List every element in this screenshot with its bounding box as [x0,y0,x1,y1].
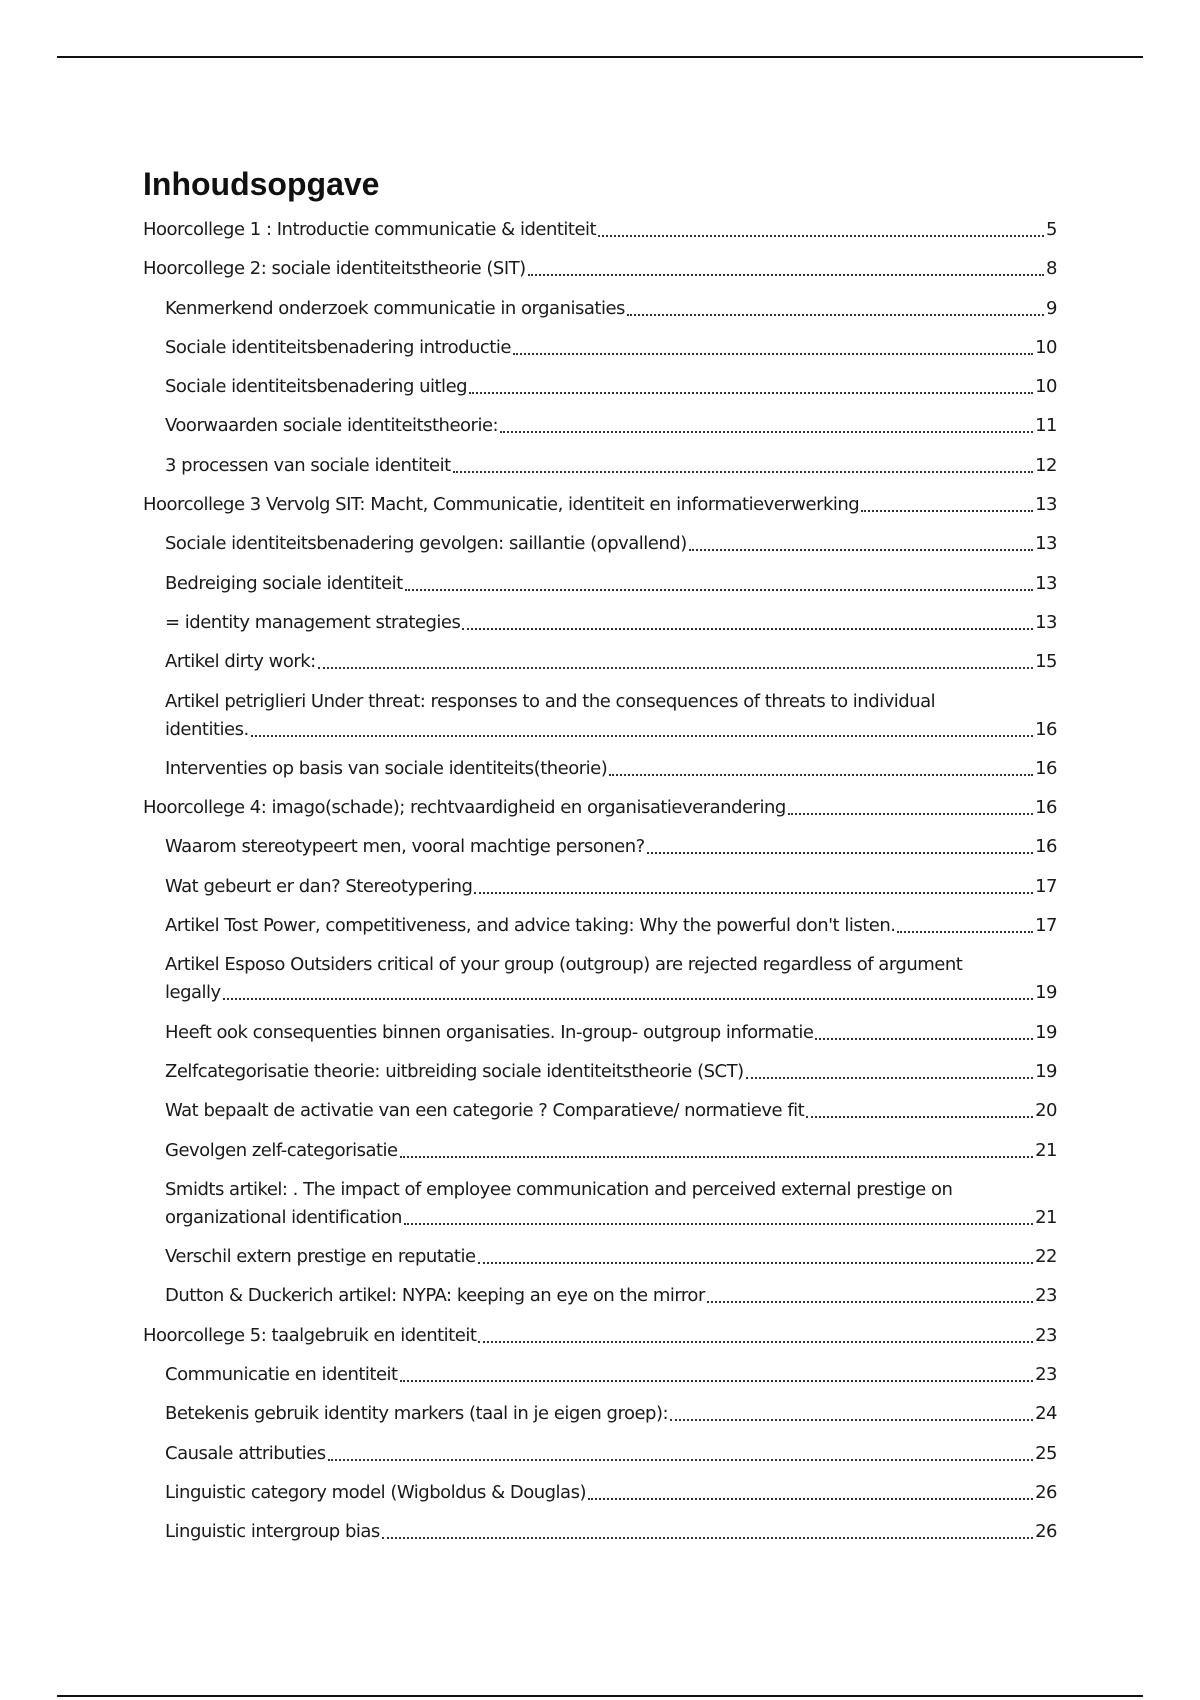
toc-page-number: 10 [1035,336,1057,358]
toc-page-number: 17 [1035,915,1057,937]
toc-page-number: 11 [1035,415,1057,437]
toc-entry[interactable] [143,1243,1057,1271]
toc-page-number: 19 [1035,982,1057,1004]
toc-entry-line [143,255,1057,283]
toc-entry[interactable] [143,255,1057,283]
toc-entry-line [143,216,1057,244]
toc-entry-line [165,1282,1057,1310]
toc-entry-line [165,1204,1057,1232]
toc-entry-line [165,570,1057,598]
toc-page-number: 26 [1035,1481,1057,1503]
dot-leader [478,1341,1033,1343]
toc-entry-line [165,716,1057,744]
toc-entry-line [165,412,1057,440]
toc-page-number: 13 [1035,611,1057,633]
toc-page-number: 16 [1035,757,1057,779]
toc-entry-text: Gevolgen zelf-categorisatie [165,1139,398,1161]
toc-entry[interactable] [143,1518,1057,1546]
toc-entry[interactable] [143,794,1057,822]
toc-page-number: 23 [1035,1285,1057,1307]
toc-entry[interactable] [143,491,1057,519]
toc-entry-text: = identity management strategies [165,611,461,633]
toc-entry-line [165,1058,1057,1086]
dot-leader [689,549,1033,551]
toc-entry[interactable] [143,1479,1057,1507]
toc-entry-line [165,833,1057,861]
dot-leader [647,852,1033,854]
toc-entry[interactable] [143,1019,1057,1047]
toc-entry-line [165,609,1057,637]
toc-entry[interactable] [143,530,1057,558]
dot-leader [453,471,1033,473]
toc-entry-line [165,530,1057,558]
toc-entry-text: Sociale identiteitsbenadering uitleg [165,376,468,398]
toc-page-number: 16 [1035,836,1057,858]
toc-entry-line [165,1097,1057,1125]
dot-leader [462,628,1033,630]
toc-entry[interactable] [143,609,1057,637]
toc-entry[interactable] [143,452,1057,480]
toc-entry[interactable] [143,1176,1057,1232]
toc-entry[interactable] [143,412,1057,440]
toc-page-number: 23 [1035,1324,1057,1346]
header-rule [57,56,1143,58]
toc-page-number: 9 [1046,297,1057,319]
toc-list [143,216,1057,1546]
toc-page-number: 19 [1035,1060,1057,1082]
toc-entry[interactable] [143,833,1057,861]
toc-entry-text: Hoorcollege 1 : Introductie communicatie & identiteit [143,219,597,240]
toc-entry[interactable] [143,334,1057,362]
dot-leader [513,353,1033,355]
dot-leader [469,392,1033,394]
dot-leader [474,892,1033,894]
toc-entry-text: Hoorcollege 2: sociale identiteitstheorie (SIT) [143,258,526,280]
dot-leader [788,813,1033,815]
toc-page-number: 13 [1035,494,1057,516]
toc-entry[interactable] [143,1097,1057,1125]
toc-page-number: 22 [1035,1246,1057,1268]
toc-entry-text-line1: Artikel Esposo Outsiders critical of your group (outgroup) are rejected regardless of argument [165,954,963,976]
toc-entry-line [165,979,1057,1007]
toc-entry[interactable] [143,570,1057,598]
toc-page-number: 25 [1035,1442,1057,1464]
dot-leader [746,1077,1033,1079]
toc-entry-line [165,648,1057,676]
toc-page-number: 21 [1035,1139,1057,1161]
toc-entry-line [165,373,1057,401]
toc-page-number: 13 [1035,533,1057,555]
toc-page-number: 12 [1035,454,1057,476]
toc-entry-line [165,334,1057,362]
toc-entry-line [143,1322,1057,1350]
toc-entry-line [143,794,1057,822]
toc-entry-text-line1: Artikel petriglieri Under threat: responses to and the consequences of threats to individual [165,690,936,712]
dot-leader [405,589,1033,591]
toc-entry[interactable] [143,1440,1057,1468]
dot-leader [400,1380,1033,1382]
toc-entry-text: Zelfcategorisatie theorie: uitbreiding sociale identiteitstheorie (SCT) [165,1060,744,1082]
toc-page-number: 15 [1035,651,1057,673]
toc-entry[interactable] [143,873,1057,901]
dot-leader [815,1038,1033,1040]
dot-leader [806,1116,1033,1118]
dot-leader [382,1537,1033,1539]
toc-entry[interactable] [143,216,1057,244]
toc-entry-line [165,1479,1057,1507]
toc-entry[interactable] [143,951,1057,1007]
dot-leader [627,314,1044,316]
toc-entry-line [165,1243,1057,1271]
dot-leader [328,1459,1033,1461]
toc-entry-text: Heeft ook consequenties binnen organisaties. In-group- outgroup informatie [165,1021,814,1043]
dot-leader [588,1498,1033,1500]
toc-entry-line [165,912,1057,940]
toc-entry-text: identities. [165,718,249,740]
toc-page-number: 24 [1035,1403,1057,1425]
toc-entry-text: Communicatie en identiteit [165,1364,398,1386]
toc-entry-text: Bedreiging sociale identiteit [165,572,403,594]
toc-entry-line [143,491,1057,519]
toc-entry[interactable] [143,648,1057,676]
toc-entry-line [165,295,1057,323]
toc-entry-text: legally [165,982,221,1004]
toc-entry-text: Verschil extern prestige en reputatie [165,1246,476,1268]
dot-leader [318,667,1033,669]
toc-page-number: 16 [1035,797,1057,819]
toc-entry[interactable] [143,295,1057,323]
toc-page-number: 10 [1035,376,1057,398]
toc-entry[interactable] [143,1322,1057,1350]
dot-leader [861,510,1033,512]
toc-entry-text: Dutton & Duckerich artikel: NYPA: keeping an eye on the mirror [165,1285,705,1307]
toc-entry-text: Voorwaarden sociale identiteitstheorie: [165,415,499,437]
toc-page-number: 17 [1035,875,1057,897]
toc-entry[interactable] [143,373,1057,401]
toc-entry-line [165,1518,1057,1546]
toc-title: Inhoudsopgave [143,166,380,202]
toc-page-number: 5 [1046,219,1057,240]
toc-entry-text-line1: Smidts artikel: . The impact of employee communication and perceived external prestige on [165,1178,953,1200]
toc-entry-text: Hoorcollege 5: taalgebruik en identiteit [143,1324,477,1346]
toc-entry-text: Waarom stereotypeert men, vooral machtige personen? [165,836,645,858]
toc-entry-line [165,452,1057,480]
toc-entry-line [165,1137,1057,1165]
toc-entry-text: Wat gebeurt er dan? Stereotypering [165,875,473,897]
dot-leader [400,1156,1033,1158]
toc-entry-text: 3 processen van sociale identiteit [165,454,451,476]
toc-entry-text: organizational identification [165,1206,402,1228]
dot-leader [609,774,1033,776]
dot-leader [670,1419,1033,1421]
toc-page-number: 21 [1035,1206,1057,1228]
toc-entry-text: Hoorcollege 3 Vervolg SIT: Macht, Communicatie, identiteit en informatieverwerking [143,494,860,516]
toc-entry[interactable] [143,912,1057,940]
dot-leader [598,235,1044,237]
dot-leader [404,1223,1033,1225]
toc-entry[interactable] [143,688,1057,744]
dot-leader [500,431,1033,433]
toc-entry[interactable] [143,755,1057,783]
dot-leader [707,1301,1033,1303]
toc-entry-text: Betekenis gebruik identity markers (taal in je eigen groep): [165,1403,669,1425]
toc-page-number: 13 [1035,572,1057,594]
dot-leader [528,274,1044,276]
toc-entry-line [165,755,1057,783]
toc-page-number: 8 [1046,258,1057,280]
toc-entry[interactable] [143,1137,1057,1165]
toc-entry-text: Linguistic intergroup bias [165,1521,380,1543]
toc-entry-line [165,1019,1057,1047]
toc-entry-text: Artikel Tost Power, competitiveness, and advice taking: Why the powerful don't listen. [165,915,896,937]
table-of-contents [143,164,1057,1558]
toc-entry[interactable] [143,1058,1057,1086]
dot-leader [251,735,1033,737]
toc-page-number: 19 [1035,1021,1057,1043]
toc-entry-line [165,1400,1057,1428]
toc-entry-text: Sociale identiteitsbenadering gevolgen: saillantie (opvallend) [165,533,687,555]
toc-entry-text: Hoorcollege 4: imago(schade); rechtvaardigheid en organisatieverandering [143,797,786,819]
toc-entry[interactable] [143,1361,1057,1389]
dot-leader [223,998,1033,1000]
footer-rule [57,1695,1143,1697]
toc-entry-line [165,1440,1057,1468]
toc-entry[interactable] [143,1282,1057,1310]
toc-entry-text: Linguistic category model (Wigboldus & Douglas) [165,1481,586,1503]
toc-entry[interactable] [143,1400,1057,1428]
toc-entry-text: Wat bepaalt de activatie van een categorie ? Comparatieve/ normatieve fit [165,1100,805,1122]
toc-entry-line [165,873,1057,901]
toc-entry-text: Interventies op basis van sociale identiteits(theorie) [165,757,608,779]
toc-page-number: 26 [1035,1521,1057,1543]
dot-leader [897,931,1033,933]
toc-page-number: 23 [1035,1364,1057,1386]
toc-entry-text: Kenmerkend onderzoek communicatie in organisaties [165,297,625,319]
toc-page-number: 20 [1035,1100,1057,1122]
toc-entry-text: Artikel dirty work: [165,651,316,673]
toc-entry-line [165,1361,1057,1389]
toc-page-number: 16 [1035,718,1057,740]
toc-entry-text: Sociale identiteitsbenadering introductie [165,336,511,358]
toc-entry-text: Causale attributies [165,1442,326,1464]
dot-leader [478,1262,1034,1264]
